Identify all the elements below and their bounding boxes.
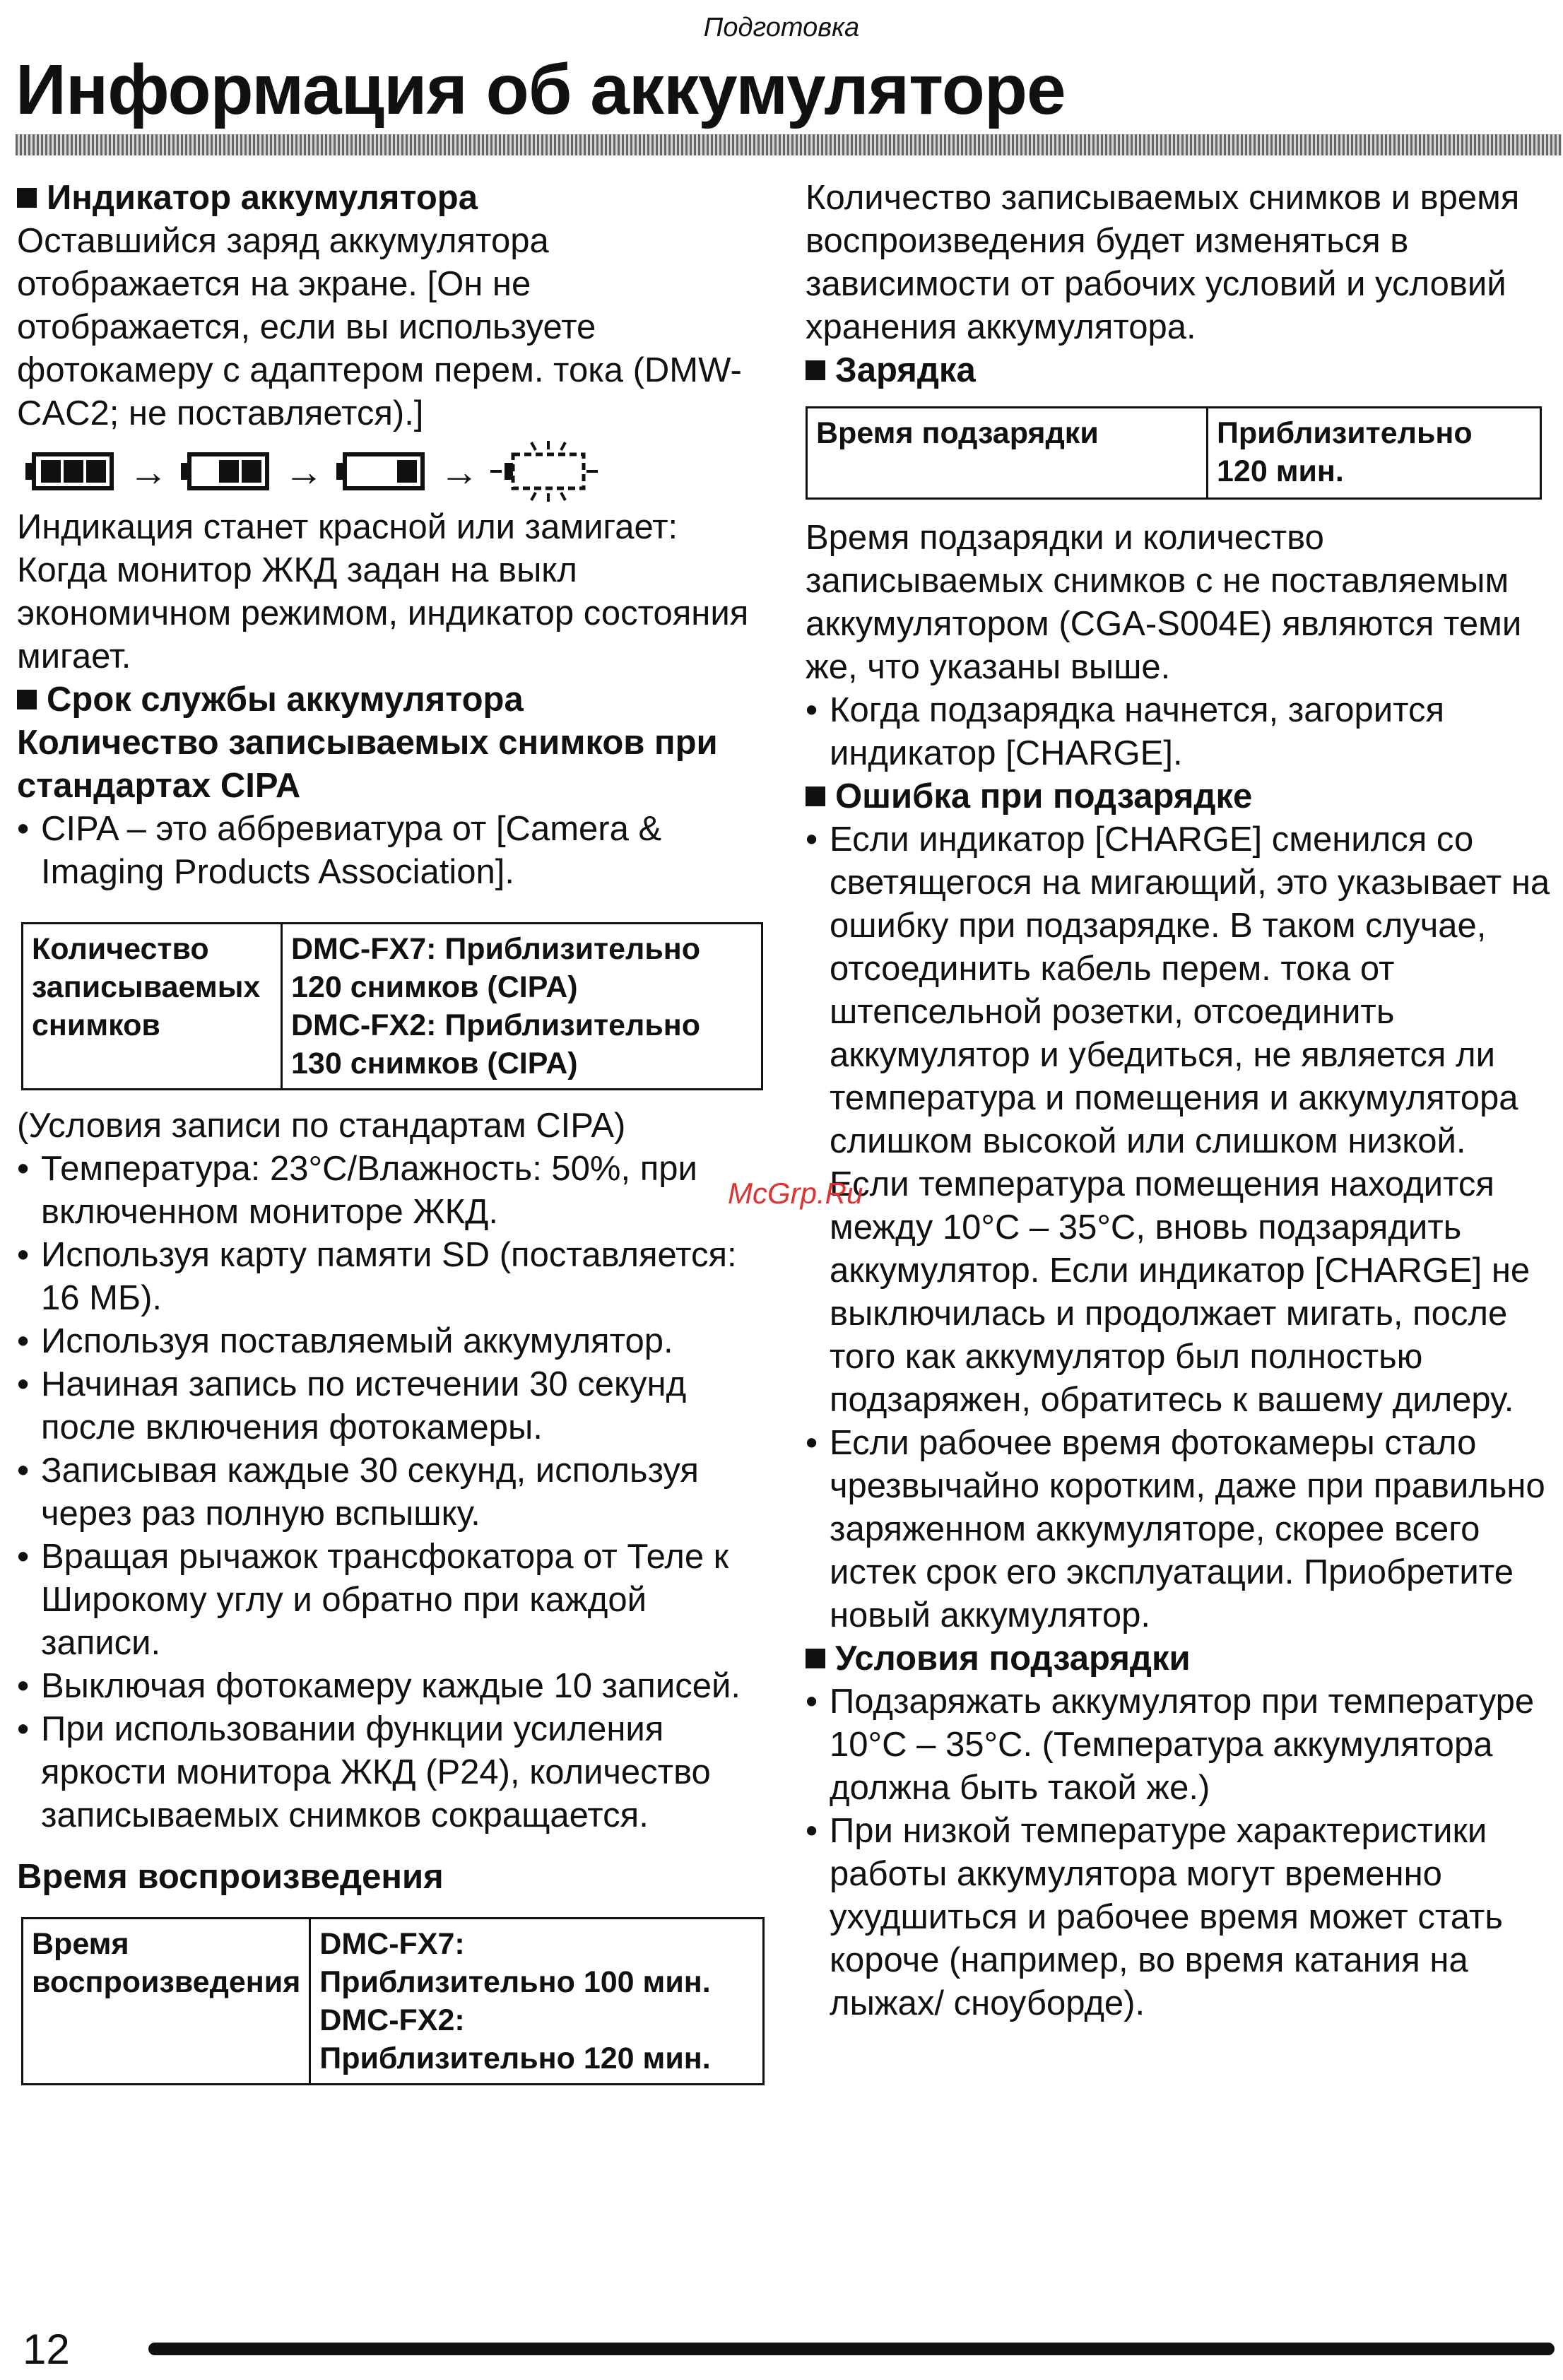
- arrow-right-icon: →: [440, 449, 479, 494]
- charge-table-value: Приблизительно 120 мин.: [1208, 408, 1541, 499]
- condition-item: • Начиная запись по истечении 30 секунд после включения фотокамеры.: [17, 1363, 766, 1449]
- charge-table: [806, 406, 1542, 500]
- condition-item: • Записывая каждые 30 секунд, используя через раз полную вспышку.: [17, 1449, 766, 1536]
- error-heading: Ошибка при подзарядке: [806, 775, 1555, 818]
- condition-item: • Вращая рычажок трансфокатора от Теле к Широкому углу и обратно при каждой записи.: [17, 1536, 766, 1665]
- playback-table-values: [310, 1919, 764, 2085]
- shots-table-label: Количество записываемых снимков: [23, 924, 282, 1090]
- playback-fx2-value: Приблизительно 120 мин.: [319, 2042, 711, 2075]
- indicator-lcd-text: Когда монитор ЖКД задан на выкл экономичном режимом, индикатор состояния мигает.: [17, 551, 749, 676]
- life-heading: Срок службы аккумулятора: [17, 678, 766, 721]
- condition-item: • Температура: 23°C/Влажность: 50%, при включенном мониторе ЖКД.: [17, 1148, 766, 1234]
- charge-condition-item: • Подзаряжать аккумулятор при температуре 10°C – 35°C. (Температура аккумулятора должна быть такой же.): [806, 1680, 1555, 1810]
- charge-text: Время подзарядки и количество записываемых снимков с не поставляемым аккумулятором (CGA-S004E) являются теми же, что указаны выше.: [806, 519, 1522, 686]
- square-bullet-icon: [806, 787, 825, 806]
- square-bullet-icon: [806, 1649, 825, 1668]
- variation-text: Количество записываемых снимков и время воспроизведения будет изменяться в зависимости от рабочих условий и условий хранения аккумулятора.: [806, 179, 1520, 346]
- arrow-right-icon: →: [129, 449, 168, 494]
- footer-rule: [148, 2343, 1555, 2355]
- conditions-heading: Условия подзарядки: [806, 1637, 1555, 1680]
- error-item: • Если рабочее время фотокамеры стало чрезвычайно коротким, даже при правильно заряженном аккумуляторе, скорее всего истек срок его эксплуатации. Приобретите новый аккумулятор.: [806, 1422, 1555, 1637]
- playback-fx2-model: DMC-FX2:: [319, 2003, 465, 2037]
- square-bullet-icon: [806, 360, 825, 380]
- left-column: [17, 177, 766, 2085]
- conditions-title: (Условия записи по стандартам CIPA): [17, 1107, 626, 1145]
- life-subheading: Количество записываемых снимков при стандартах CIPA: [17, 724, 718, 805]
- shots-table-values: [282, 924, 762, 1090]
- watermark: McGrp.Ru: [728, 1177, 863, 1210]
- playback-fx7-value: Приблизительно 100 мин.: [319, 1965, 711, 1999]
- shots-fx7: DMC-FX7: Приблизительно 120 снимков (CIPA): [291, 932, 700, 1004]
- error-item: • Если индикатор [CHARGE] сменился со светящегося на мигающий, это указывает на ошибку при подзарядке. В таком случае, отсоединить кабель перем. тока от штепсельной розетки, отсоединить аккумулятор и убедиться, не является ли температура и помещения и аккумулятора слишком высокой или слишком низкой. Если температура помещения находится между 10°C – 35°C, вновь подзарядить аккумулятор. Если индикатор [CHARGE] не выключилась и продолжает мигать, после того как аккумулятор был полностью подзаряжен, обратитесь к вашему дилеру.: [806, 818, 1555, 1422]
- battery-two-thirds-icon: [178, 450, 270, 493]
- shots-fx2: DMC-FX2: Приблизительно 130 снимков (CIPA): [291, 1008, 700, 1080]
- charge-condition-item: • При низкой температуре характеристики работы аккумулятора могут временно ухудшиться и рабочее время может стать короче (например, во время катания на лыжах/ сноуборде).: [806, 1810, 1555, 2025]
- battery-full-icon: [23, 450, 114, 493]
- indicator-text: Оставшийся заряд аккумулятора отображается на экране. [Он не отображается, если вы используете фотокамеру с адаптером перем. тока (DMW-CAC2; не поставляется).]: [17, 222, 742, 432]
- indicator-heading: Индикатор аккумулятора: [17, 177, 766, 220]
- playback-table-label: Время воспроизведения: [23, 1919, 310, 2085]
- arrow-right-icon: →: [284, 449, 324, 494]
- title-underline-bar: [16, 134, 1562, 155]
- battery-one-third-icon: [334, 450, 425, 493]
- shots-table: [21, 922, 763, 1090]
- charge-table-label: Время подзарядки: [807, 408, 1208, 499]
- page-number: 12: [23, 2326, 70, 2373]
- condition-item: • Используя поставляемый аккумулятор.: [17, 1320, 766, 1363]
- right-column: [806, 177, 1555, 2025]
- square-bullet-icon: [17, 188, 37, 208]
- charge-bullet: • Когда подзарядка начнется, загорится индикатор [CHARGE].: [806, 689, 1555, 775]
- page-title: Информация об аккумуляторе: [16, 50, 1066, 129]
- indicator-red-text: Индикация станет красной или замигает:: [17, 508, 678, 546]
- square-bullet-icon: [17, 690, 37, 709]
- condition-item: • При использовании функции усиления яркости монитора ЖКД (P24), количество записываемых снимков сокращается.: [17, 1708, 766, 1837]
- playback-table: [21, 1917, 765, 2085]
- charge-heading: Зарядка: [806, 349, 1555, 392]
- cipa-bullet: • CIPA – это аббревиатура от [Camera & Imaging Products Association].: [17, 808, 766, 894]
- playback-heading: Время воспроизведения: [17, 1858, 444, 1896]
- condition-item: • Используя карту памяти SD (поставляется: 16 МБ).: [17, 1234, 766, 1320]
- condition-item: • Выключая фотокамеру каждые 10 записей.: [17, 1665, 766, 1708]
- battery-empty-blinking-icon: [489, 440, 602, 503]
- section-label: Подготовка: [703, 13, 860, 42]
- battery-level-sequence: [23, 440, 766, 503]
- playback-fx7-model: DMC-FX7:: [319, 1927, 465, 1961]
